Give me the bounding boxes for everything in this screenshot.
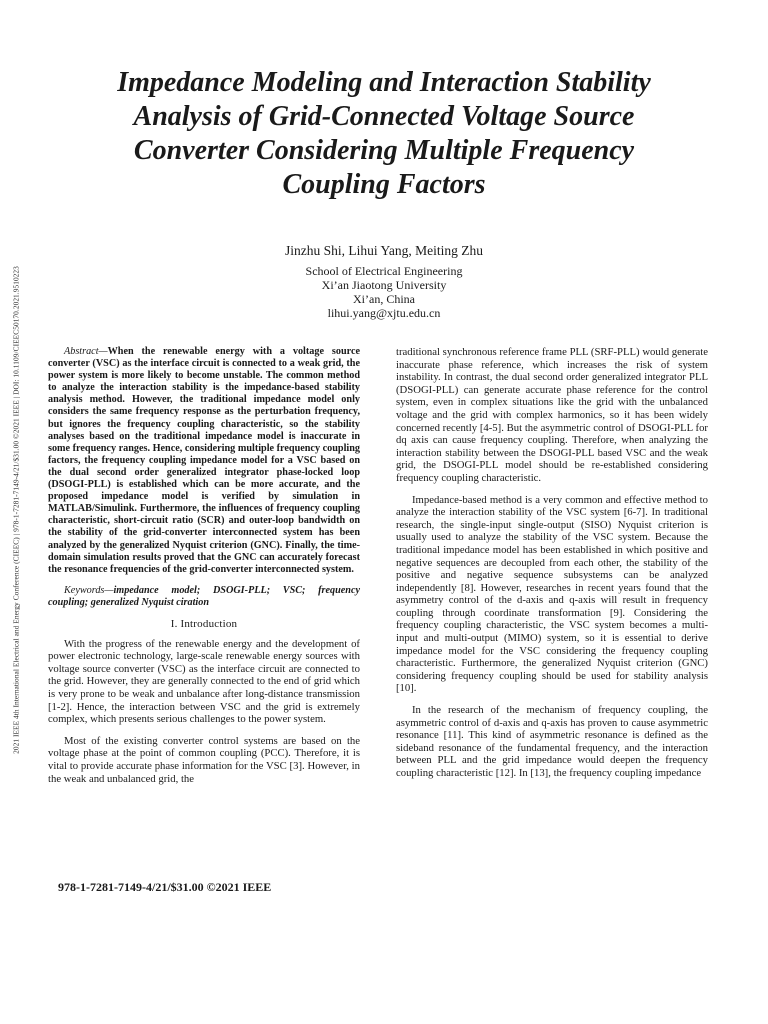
abstract-text: When the renewable energy with a voltage source converter (VSC) as the interface circuit is connected to a weak grid, the power system is more likely to become unstable. The common method to analyze the interaction stability is the impedance-based stability analysis method. However, the traditional impedance model only considers the same frequency response as the perturbation frequency, but ignores the frequency coupling characteristic, so the stability analyses based on the traditional impedance model is inaccurate in some frequency ranges. Hence, considering multiple frequency coupling factors, the frequency coupling impedance model for a VSC based on the dual second order generalized integrator phase-locked loop (DSOGI-PLL) is established which can be more accurate, and the proposed impedance model is verified by simulation in MATLAB/Simulink. Furthermore, the influences of frequency coupling characteristic, short-circuit ratio (SCR) and outer-loop bandwidth on the stability of the grid-converter interconnected system has been analyzed by the generalized Nyquist criterion (GNC). Finally, the time-domain simulation results proved that the GNC can accurately forecast the resonance frequencies of the grid-converter interconnected system. bbox=[48, 346, 360, 575]
paper-title bbox=[60, 66, 708, 202]
side-note-text: 2021 IEEE 4th International Electrical and Energy Conference (CIEEC) | 978-1-7281-7149-4/21/$31.00 ©2021 IEEE | DOI: 10.1109/CIEEC50170.2021.9510223 bbox=[11, 266, 21, 754]
keywords-lead: Keywords— bbox=[64, 584, 114, 596]
title-line: Coupling Factors bbox=[282, 169, 486, 200]
affiliation-line: School of Electrical Engineering bbox=[305, 264, 463, 278]
affiliation-line: Xi’an, China bbox=[353, 292, 415, 306]
author-block bbox=[184, 244, 584, 320]
side-note bbox=[10, 190, 22, 830]
section-heading-introduction: I. Introduction bbox=[170, 617, 238, 630]
right-column bbox=[396, 346, 708, 789]
keywords-text: impedance model; DSOGI-PLL; VSC; frequency coupling; generalized Nyquist ciration bbox=[48, 584, 360, 608]
affiliation-line: Xi’an Jiaotong University bbox=[321, 278, 447, 292]
abstract bbox=[48, 346, 360, 576]
keywords bbox=[48, 585, 360, 609]
abstract-lead: Abstract— bbox=[64, 346, 108, 357]
body-paragraph: With the progress of the renewable energy and the development of power electronic technology, large-scale renewable energy sources with voltage source converter (VSC) as the interface circuit are connected to the grid. However, they are generally connected to the end of grid which is very prone to be weak and unbalance after long-distance transmission [1-2]. Hence, the interaction between VSC and the grid is extremely complex, which presents serious challenges to the power system. bbox=[48, 637, 360, 726]
body-paragraph: traditional synchronous reference frame PLL (SRF-PLL) would generate inaccurate phase reference, which increases the risk of system instability. In contrast, the dual second order generalized integrator PLL (DSOGI-PLL) can generate accurate phase reference for the control system, even in complex situations like the grid with the unbalanced voltage and the grid with complex harmonics, so it has been widely concerned recently [4-5]. But the asymmetric control of DSOGI-PLL for dq axis can cause frequency coupling. Therefore, when analyzing the interaction stability between the DSOGI-PLL based VSC and the weak grid, the DSOGI-PLL model should be re-established considering frequency coupling characteristic. bbox=[396, 346, 708, 484]
title-line: Analysis of Grid-Connected Voltage Source bbox=[133, 101, 635, 132]
author-email[interactable]: lihui.yang@xjtu.edu.cn bbox=[327, 306, 441, 320]
body-paragraph: In the research of the mechanism of frequency coupling, the asymmetric control of d-axis and q-axis has proven to cause asymmetric resonance [11]. This kind of asymmetric resonance is defined as the sideband resonance of the fundamental frequency, and the interaction between PLL and the grid impedance would deepen the frequency coupling characteristic [12]. In [13], the frequency coupling impedance bbox=[396, 704, 708, 779]
footer-copyright: 978-1-7281-7149-4/21/$31.00 ©2021 IEEE bbox=[58, 880, 272, 894]
title-line: Converter Considering Multiple Frequency bbox=[133, 135, 635, 166]
body-paragraph: Impedance-based method is a very common and effective method to analyze the interaction stability of the VSC system [6-7]. In traditional research, the single-input single-output (SISO) Nyquist criterion is usually used to analyze the stability of the VSC system. Because the traditional impedance model has been established in which positive and negative sequences are decoupled from each other, the stability of the positive and negative sequence subsystems can be analyzed independently [8]. However, researches in recent years found that the asymmetry control of the d-axis and q-axis will result in frequency coupling through coordinate transformation [9]. Considering the frequency coupling characteristic, the VSC system becomes a multi-input and multi-output (MIMO) system, so it is essential to derive impedance model for the VSC considering the frequency coupling characteristic. Furthermore, the generalized Nyquist criterion (GNC) considering frequency coupling should be used for stability analysis [10]. bbox=[396, 493, 708, 695]
body-paragraph: Most of the existing converter control systems are based on the voltage phase at the point of common coupling (PCC). Therefore, it is vital to provide accurate phase information for the VSC [3]. However, in the weak and unbalanced grid, the bbox=[48, 734, 360, 785]
author-names: Jinzhu Shi, Lihui Yang, Meiting Zhu bbox=[284, 243, 483, 258]
left-column bbox=[48, 346, 360, 794]
title-line: Impedance Modeling and Interaction Stability bbox=[117, 67, 651, 98]
